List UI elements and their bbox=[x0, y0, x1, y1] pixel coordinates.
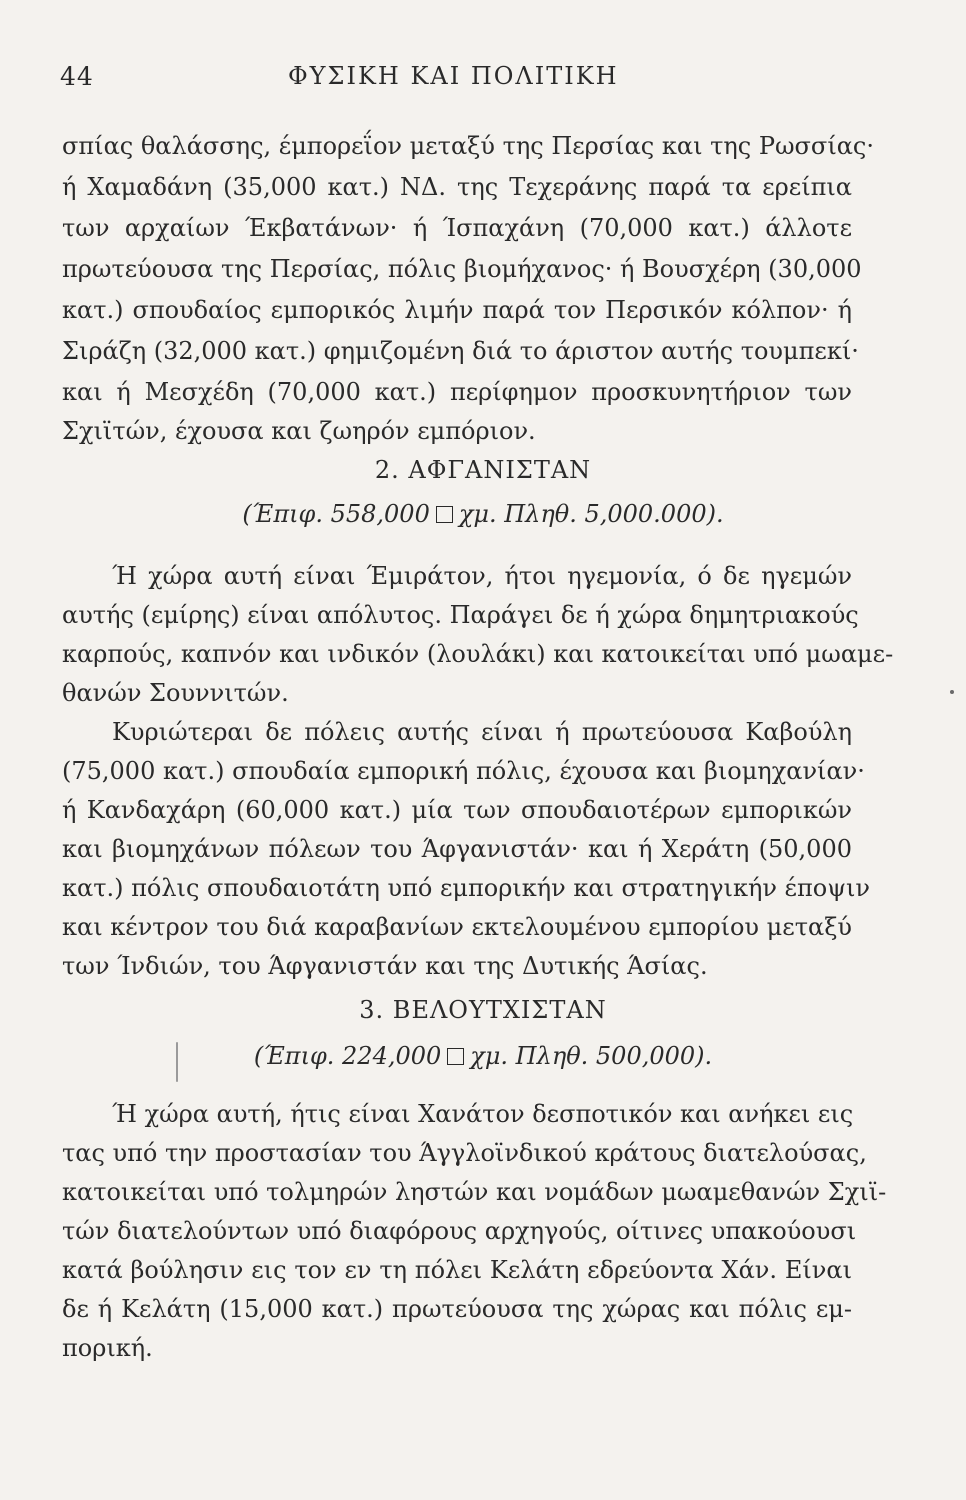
text-line: πορική. bbox=[62, 1334, 153, 1362]
text-line: των Ίνδιών, του Άφγανιστάν και της Δυτικής Άσίας. bbox=[62, 952, 708, 980]
text-line: Ή χώρα αυτή, ήτις είναι Χανάτον δεσποτικόν και ανήκει εις bbox=[112, 1100, 854, 1128]
running-title: ΦΥΣΙΚΗ ΚΑΙ ΠΟΛΙΤΙΚΗ bbox=[288, 62, 619, 90]
text-line: και ή Μεσχέδη (70,000 κατ.) περίφημον προσκυνητήριον των bbox=[62, 378, 852, 406]
population-stat: χμ. Πληθ. 5,000.000). bbox=[458, 500, 724, 528]
print-mark bbox=[176, 1042, 178, 1082]
text-line: κατοικείται υπό τολμηρών ληστών και νομάδων μωαμεθανών Σχιϊ- bbox=[62, 1178, 887, 1206]
print-speck bbox=[950, 690, 954, 694]
text-line: τας υπό την προστασίαν του Άγγλοϊνδικού κράτους διατελούσας, bbox=[62, 1139, 867, 1167]
text-line: καρπούς, καπνόν και ινδικόν (λουλάκι) και κατοικείται υπό μωαμε- bbox=[62, 640, 894, 668]
text-line: δε ή Κελάτη (15,000 κατ.) πρωτεύουσα της χώρας και πόλις εμ- bbox=[62, 1295, 852, 1323]
page-number: 44 bbox=[60, 62, 94, 91]
area-stat: (Έπιφ. 224,000 bbox=[253, 1042, 442, 1070]
text-line: κατ.) σπουδαίος εμπορικός λιμήν παρά τον Περσικόν κόλπον· ή bbox=[62, 296, 852, 324]
text-line: και βιομηχάνων πόλεων του Άφγανιστάν· και ή Χεράτη (50,000 bbox=[62, 835, 852, 863]
baluchistan-stats bbox=[0, 1042, 966, 1070]
text-line: Σχιϊτών, έχουσα και ζωηρόν εμπόριον. bbox=[62, 417, 536, 445]
section-heading-afghanistan: 2. ΑΦΓΑΝΙΣΤΑΝ bbox=[374, 456, 592, 484]
text-line: τών διατελούντων υπό διαφόρους αρχηγούς, οίτινες υπακούουσι bbox=[62, 1217, 857, 1245]
text-line: Σιράζη (32,000 κατ.) φημιζομένη διά το άριστον αυτής τουμπεκί· bbox=[62, 337, 859, 365]
text-line: αυτής (εμίρης) είναι απόλυτος. Παράγει δε ή χώρα δημητριακούς bbox=[62, 601, 859, 629]
square-symbol-icon bbox=[436, 506, 453, 523]
text-line: ή Χαμαδάνη (35,000 κατ.) ΝΔ. της Τεχεράνης παρά τα ερείπια bbox=[62, 173, 852, 201]
area-stat: (Έπιφ. 558,000 bbox=[242, 500, 430, 528]
text-line: θανών Σουννιτών. bbox=[62, 679, 289, 707]
text-line: και κέντρον του διά καραβανίων εκτελουμένου εμπορίου μεταξύ bbox=[62, 913, 852, 941]
text-line: κατά βούλησιν εις τον εν τη πόλει Κελάτη εδρεύοντα Χάν. Είναι bbox=[62, 1256, 852, 1284]
text-line: κατ.) πόλις σπουδαιοτάτη υπό εμπορικήν και στρατηγικήν έποψιν bbox=[62, 874, 871, 902]
text-line: ή Κανδαχάρη (60,000 κατ.) μία των σπουδαιοτέρων εμπορικών bbox=[62, 796, 852, 824]
afghanistan-stats bbox=[0, 500, 966, 528]
section-heading-baluchistan: 3. ΒΕΛΟΥΤΧΙΣΤΑΝ bbox=[359, 996, 607, 1024]
text-line: των αρχαίων Έκβατάνων· ή Ίσπαχάνη (70,000 κατ.) άλλοτε bbox=[62, 214, 852, 242]
text-line: πρωτεύουσα της Περσίας, πόλις βιομήχανος· ή Βουσχέρη (30,000 bbox=[62, 255, 862, 283]
page-header bbox=[60, 62, 850, 98]
population-stat: χμ. Πληθ. 500,000). bbox=[470, 1042, 713, 1070]
text-line: Ή χώρα αυτή είναι Έμιράτον, ήτοι ηγεμονία, ό δε ηγεμών bbox=[112, 562, 852, 590]
square-symbol-icon bbox=[447, 1048, 464, 1065]
text-line: Κυριώτεραι δε πόλεις αυτής είναι ή πρωτεύουσα Καβούλη bbox=[112, 718, 852, 746]
text-line: σπίας θαλάσσης, έμπορεΐον μεταξύ της Περσίας και της Ρωσσίας· bbox=[62, 132, 875, 160]
text-line: (75,000 κατ.) σπουδαία εμπορική πόλις, έχουσα και βιομηχανίαν· bbox=[62, 757, 865, 785]
